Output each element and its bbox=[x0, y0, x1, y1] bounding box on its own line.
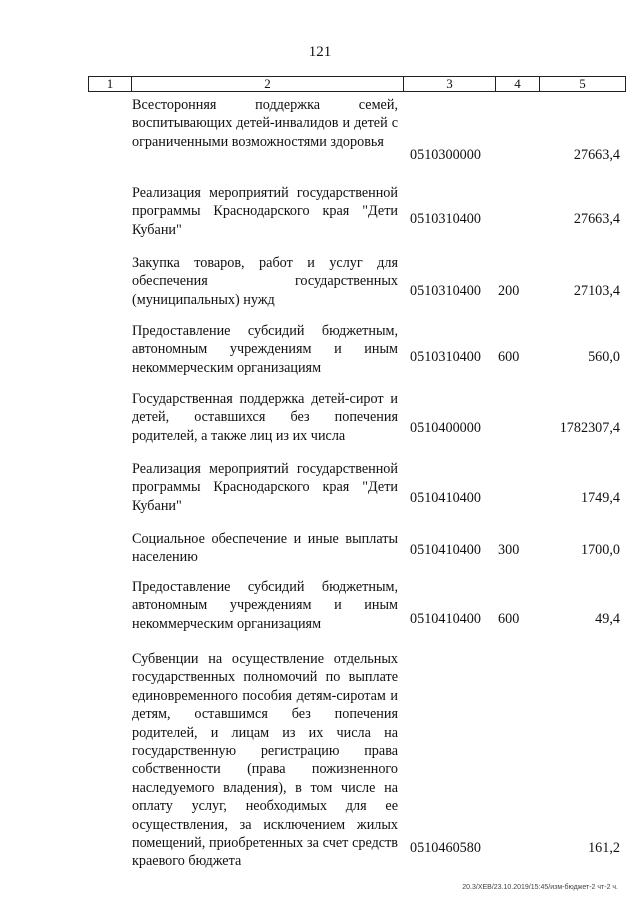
row-description: Социальное обеспечение и иные выплаты населению bbox=[132, 531, 398, 566]
header-col-4: 4 bbox=[495, 77, 539, 91]
header-col-2: 2 bbox=[131, 77, 403, 91]
row-code: 0510410400 bbox=[410, 611, 481, 627]
row-description: Реализация мероприятий государственной программы Краснодарского края "Дети Кубани" bbox=[132, 185, 398, 238]
row-amount: 1700,0 bbox=[580, 542, 620, 558]
row-type: 600 bbox=[498, 611, 520, 627]
row-amount: 1749,4 bbox=[580, 490, 620, 506]
table-header bbox=[88, 76, 626, 92]
row-code: 0510310400 bbox=[410, 283, 481, 299]
footer-stamp: 20.3/ХЕВ/23.10.2019/15:45/изм-бюджет-2 чт-2 ч. bbox=[462, 884, 618, 891]
row-code: 0510410400 bbox=[410, 542, 481, 558]
row-code: 0510460580 bbox=[410, 840, 481, 856]
header-col-3: 3 bbox=[403, 77, 495, 91]
row-description: Субвенции на осуществление отдельных государственных полномочий по выплате единовременного пособия детям-сиротам и детям, оставшимся без попечения родителей, и лицам из их числа на государственную регистрацию права собственности (права пожизненного наследуемого владения), в том числе на оплату услуг, необходимых для ее осуществления, за исключением жилых помещений, приобретенных за счет средств краевого бюджета bbox=[132, 651, 398, 870]
row-code: 0510310400 bbox=[410, 349, 481, 365]
row-amount: 161,2 bbox=[588, 840, 620, 856]
row-amount: 49,4 bbox=[595, 611, 620, 627]
row-description: Реализация мероприятий государственной программы Краснодарского края "Дети Кубани" bbox=[132, 461, 398, 514]
row-type: 600 bbox=[498, 349, 520, 365]
row-description: Предоставление субсидий бюджетным, автономным учреждениям и иным некоммерческим организациям bbox=[132, 579, 398, 632]
row-code: 0510310400 bbox=[410, 211, 481, 227]
row-amount: 27663,4 bbox=[573, 147, 620, 163]
header-col-1: 1 bbox=[106, 76, 114, 91]
row-amount: 27103,4 bbox=[573, 283, 620, 299]
row-description: Всесторонняя поддержка семей, воспитывающих детей-инвалидов и детей с ограниченными возможностями здоровья bbox=[132, 97, 398, 150]
row-description: Предоставление субсидий бюджетным, автономным учреждениям и иным некоммерческим организациям bbox=[132, 323, 398, 376]
row-description: Государственная поддержка детей-сирот и детей, оставшихся без попечения родителей, а также лиц из их числа bbox=[132, 391, 398, 444]
row-code: 0510300000 bbox=[410, 147, 481, 163]
row-amount: 27663,4 bbox=[573, 211, 620, 227]
header-col-5: 5 bbox=[539, 77, 625, 91]
row-type: 200 bbox=[498, 283, 520, 299]
row-code: 0510400000 bbox=[410, 420, 481, 436]
page-number: 121 bbox=[308, 44, 332, 60]
row-description: Закупка товаров, работ и услуг для обеспечения государственных (муниципальных) нужд bbox=[132, 255, 398, 308]
row-amount: 1782307,4 bbox=[559, 420, 620, 436]
row-type: 300 bbox=[498, 542, 520, 558]
row-amount: 560,0 bbox=[588, 349, 620, 365]
row-code: 0510410400 bbox=[410, 490, 481, 506]
